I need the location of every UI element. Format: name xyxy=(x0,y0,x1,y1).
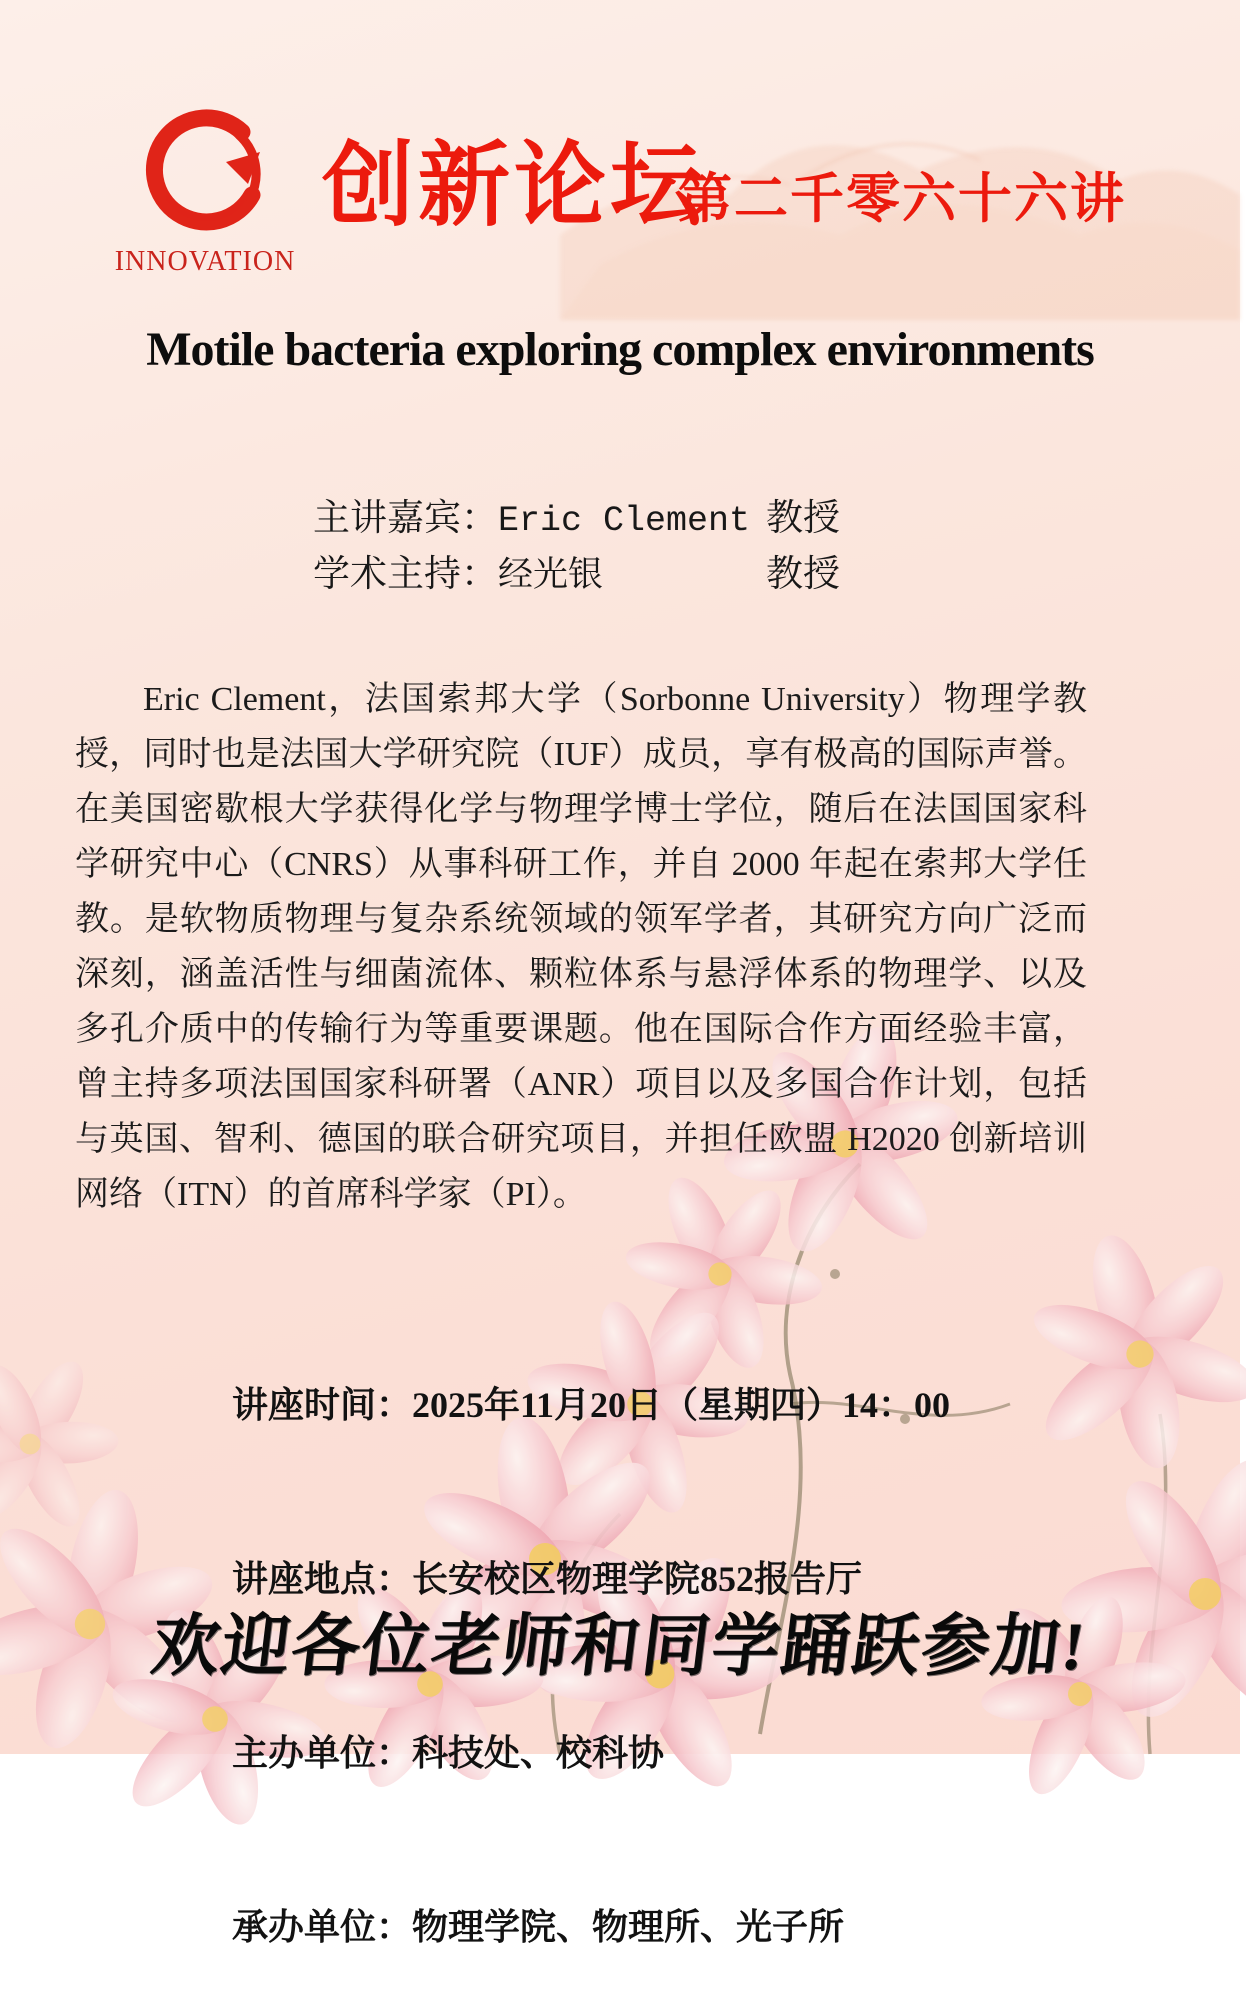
lecture-number: 第二千零六十六讲 xyxy=(678,169,1126,229)
forum-title: 创新论坛 xyxy=(322,135,707,237)
speaker-name: 经光银 xyxy=(498,557,604,597)
detail-value: 长安校区物理学院852报告厅 xyxy=(412,1559,863,1599)
detail-label: 承办单位： xyxy=(232,1907,413,1947)
logo-text: INNOVATION xyxy=(114,246,296,277)
logo xyxy=(88,110,322,278)
speakers-block xyxy=(313,492,840,604)
detail-value: 2025年11月20日（星期四）14：00 xyxy=(412,1385,951,1425)
innovation-logo-icon xyxy=(130,110,280,240)
lecture-title: Motile bacteria exploring complex environments xyxy=(146,323,1094,376)
speaker-name: Eric Clement xyxy=(498,501,751,541)
speaker-title: 教授 xyxy=(766,498,840,539)
detail-label: 主办单位： xyxy=(232,1733,413,1773)
speaker-biography: Eric Clement，法国索邦大学（Sorbonne University）物理学教授，同时也是法国大学研究院（IUF）成员，享有极高的国际声誉。在美国密歇根大学获得化学与物理学博士学位，随后在法国国家科学研究中心（CNRS）从事科研工作，并自 2000 年起在索邦大学任教。是软物质物理与复杂系统领域的领军学者，其研究方向广泛而深刻，涵盖活性与细菌流体、颗粒体系与悬浮体系的物理学、以及多孔介质中的传输行为等重要课题。他在国际合作方面经验丰富，曾主持多项法国国家科研署（ANR）项目以及多国合作计划，包括与英国、智利、德国的联合研究项目，并担任欧盟 H2020 创新培训网络（ITN）的首席科学家（PI）。 xyxy=(75,681,1087,1213)
speaker-title: 教授 xyxy=(766,554,840,595)
speaker-row-guest xyxy=(313,492,840,548)
detail-label: 讲座地点： xyxy=(232,1559,413,1599)
speaker-row-host xyxy=(313,548,840,604)
detail-organizer xyxy=(178,1666,950,1840)
detail-co-organizer xyxy=(178,1840,950,2014)
detail-value: 科技处、校科协 xyxy=(412,1733,665,1773)
speaker-label: 学术主持： xyxy=(313,554,498,595)
detail-time xyxy=(178,1318,950,1492)
detail-label: 讲座时间： xyxy=(232,1385,413,1425)
detail-value: 物理学院、物理所、光子所 xyxy=(412,1907,845,1947)
speaker-label: 主讲嘉宾： xyxy=(313,498,498,539)
welcome-message: 欢迎各位老师和同学踊跃参加! xyxy=(147,1608,1092,1684)
